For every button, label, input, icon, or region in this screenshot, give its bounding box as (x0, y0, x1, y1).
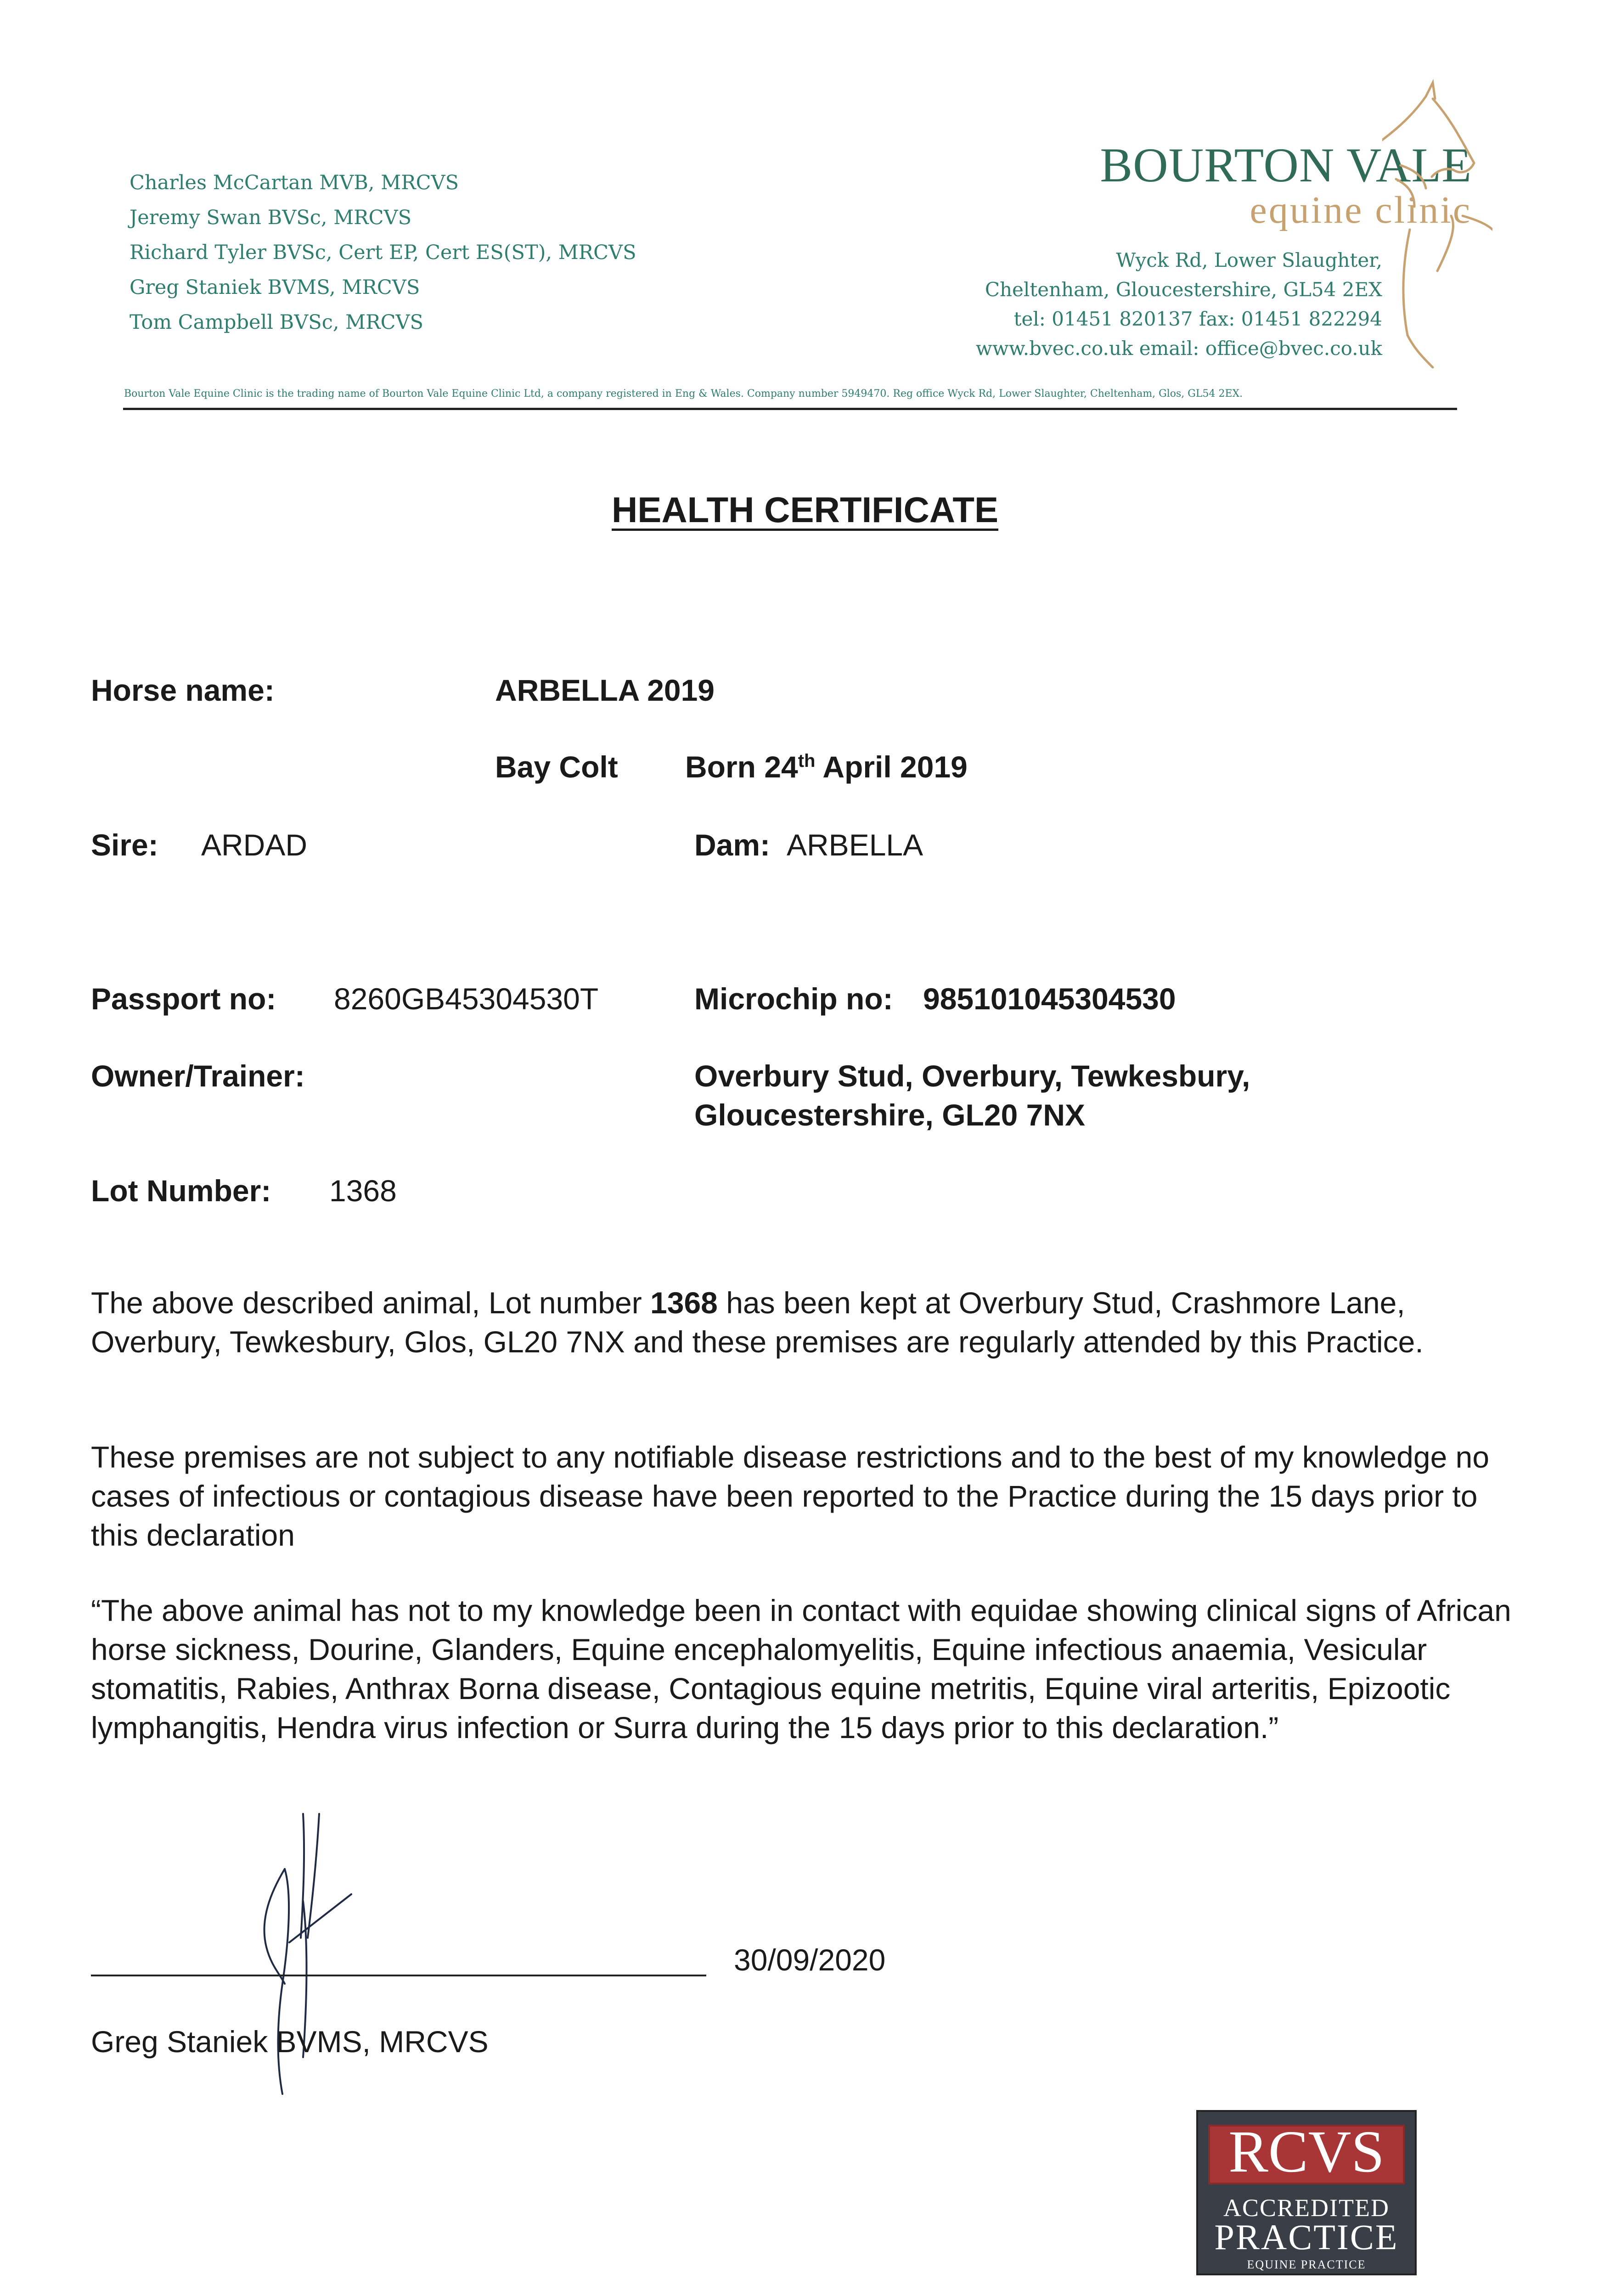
clinic-name: BOURTON VALE (1100, 138, 1472, 192)
p1-lot-number: 1368 (650, 1286, 718, 1320)
sire-value: ARDAD (201, 828, 308, 862)
lot-value: 1368 (329, 1174, 397, 1208)
dam-label: Dam: (694, 828, 771, 862)
legal-footnote: Bourton Vale Equine Clinic is the trading name of Bourton Vale Equine Clinic Ltd, a company registered in Eng & Wales. Company number 5949470. Reg office Wyck Rd, Lower Slaughter, Cheltenham, Glos, GL54 2EX. (124, 388, 1243, 400)
horse-name-value: ARBELLA 2019 (495, 673, 715, 707)
sire-label: Sire: (91, 828, 158, 862)
web-email-line: www.bvec.co.uk email: office@bvec.co.uk (975, 337, 1382, 360)
signature-line (91, 1975, 706, 1976)
passport-label: Passport no: (91, 982, 276, 1016)
dam-value: ARBELLA (787, 828, 923, 862)
restrictions-paragraph: These premises are not subject to any notifiable disease restrictions and to the best of my knowledge no cases of infectious or contagious disease have been reported to the Practice during the 15 days prior to this declaration (91, 1440, 1490, 1552)
declaration-paragraph: “The above animal has not to my knowledge been in contact with equidae showing clinical signs of African horse sickness, Dourine, Glanders, Equine encephalomyelitis, Equine infectious anaemia, Vesicular stomatitis, Rabies, Anthrax Borna disease, Contagious equine metritis, Equine viral arteritis, Epizootic lymphangitis, Hendra virus infection or Surra during the 15 days prior to this declaration.” (91, 1593, 1511, 1745)
rcvs-practice: PRACTICE (1214, 2217, 1399, 2257)
born-suffix: April 2019 (815, 750, 968, 784)
signature-date: 30/09/2020 (734, 1943, 886, 1977)
birth-date (685, 749, 968, 784)
rcvs-equine: EQUINE PRACTICE (1247, 2258, 1366, 2271)
address-line: Cheltenham, Gloucestershire, GL54 2EX (985, 278, 1382, 301)
premises-paragraph (91, 1283, 1524, 1362)
colour-sex: Bay Colt (495, 750, 618, 784)
owner-label: Owner/Trainer: (91, 1059, 305, 1093)
signatory-name: Greg Staniek BVMS, MRCVS (91, 2025, 489, 2059)
born-prefix: Born 24 (685, 750, 798, 784)
vet-name: Richard Tyler BVSc, Cert EP, Cert ES(ST), MRCVS (129, 241, 636, 264)
owner-address-line: Overbury Stud, Overbury, Tewkesbury, (694, 1059, 1250, 1093)
vet-name: Tom Campbell BVSc, MRCVS (129, 311, 424, 334)
passport-value: 8260GB45304530T (334, 982, 599, 1016)
phone-line: tel: 01451 820137 fax: 01451 822294 (1013, 308, 1382, 330)
title-text: HEALTH CERTIFICATE (611, 490, 999, 530)
born-sup: th (798, 751, 816, 771)
p1-text: has been kept at Overbury Stud, Crashmore Lane, Overbury, Tewkesbury, Glos, GL20 7NX and these premises are regularly attended by this Practice. (91, 1286, 1424, 1359)
p1-text: The above described animal, Lot number (91, 1286, 651, 1320)
horse-name-label: Horse name: (91, 673, 275, 707)
vet-name: Charles McCartan MVB, MRCVS (129, 171, 459, 194)
vets-list (129, 165, 681, 340)
horse-logo-icon (1382, 78, 1492, 372)
rcvs-accreditation-badge (1196, 2110, 1417, 2275)
vet-name: Jeremy Swan BVSc, MRCVS (129, 206, 412, 229)
rcvs-wordmark: RCVS (1228, 2119, 1385, 2185)
clinic-contact (873, 246, 1382, 363)
clinic-subtitle: equine clinic (1250, 189, 1472, 231)
microchip-value: 985101045304530 (923, 982, 1176, 1016)
vet-name: Greg Staniek BVMS, MRCVS (129, 276, 420, 299)
address-line: Wyck Rd, Lower Slaughter, (1116, 249, 1382, 271)
microchip-label: Microchip no: (694, 982, 893, 1016)
lot-label: Lot Number: (91, 1174, 271, 1208)
owner-address-line: Gloucestershire, GL20 7NX (694, 1098, 1086, 1132)
rcvs-accredited: ACCREDITED (1223, 2194, 1390, 2222)
page-title (0, 489, 1610, 531)
header-divider (123, 408, 1457, 410)
